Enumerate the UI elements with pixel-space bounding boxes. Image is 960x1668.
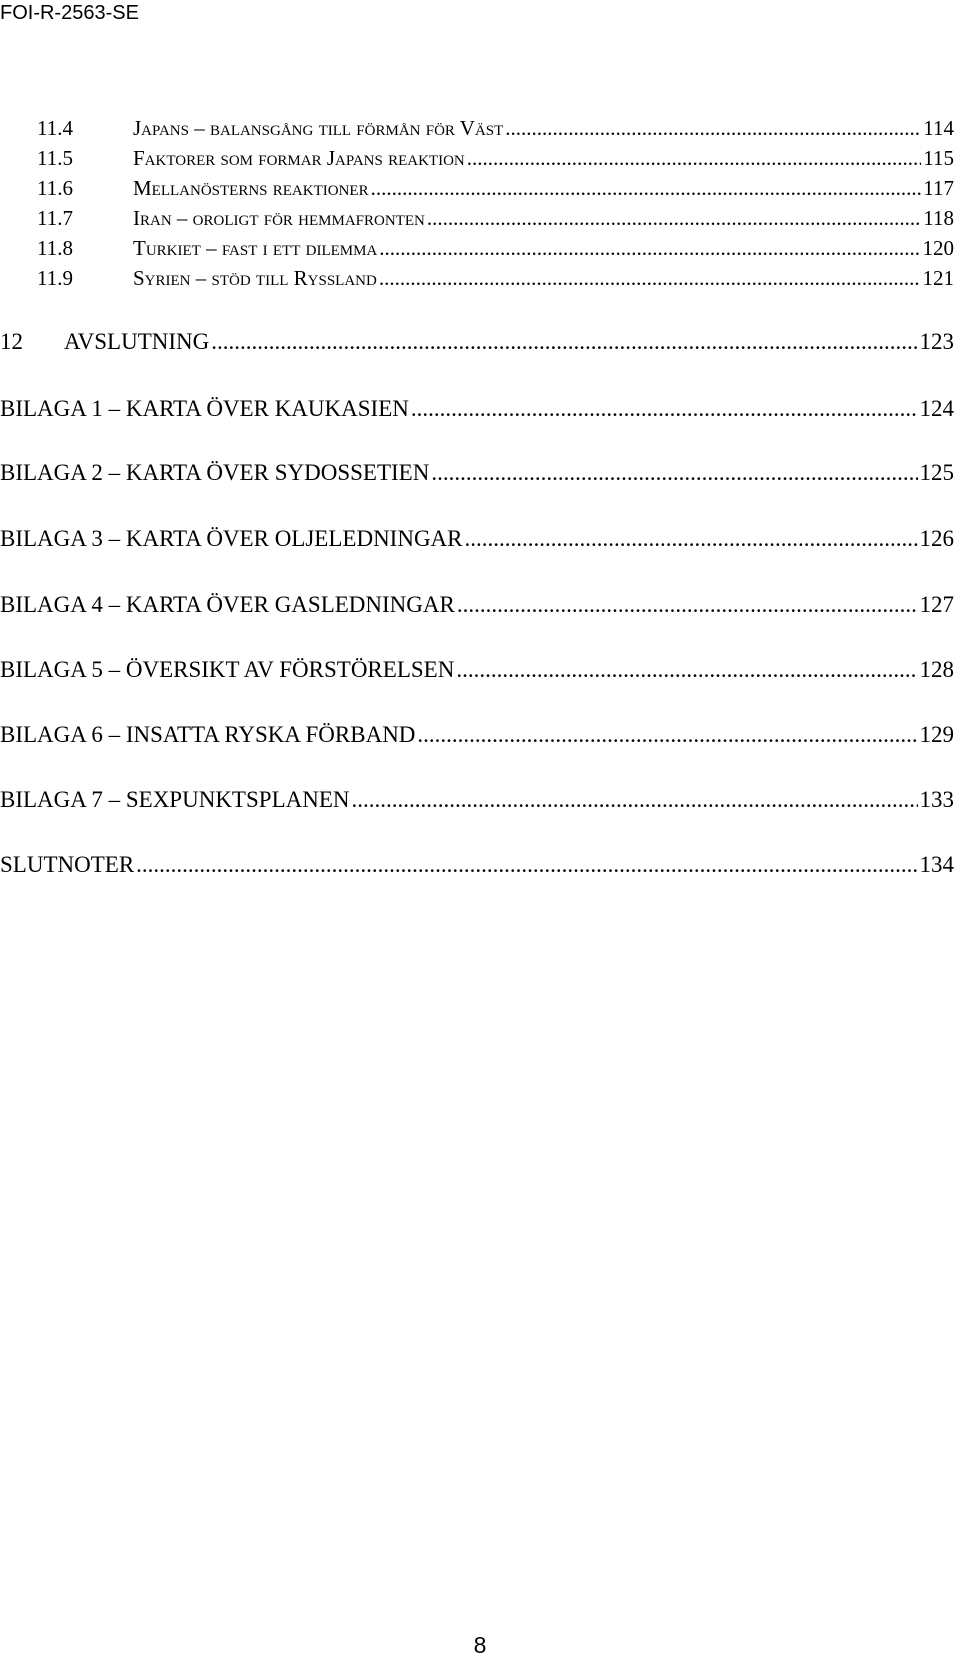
dot-leader [456, 657, 917, 683]
toc-entry-page: 128 [919, 657, 954, 682]
toc-entry-number: 11.9 [37, 266, 73, 290]
toc-entry-page: 126 [919, 526, 954, 551]
dot-leader [371, 176, 922, 201]
toc-entry-title: BILAGA 6 – INSATTA RYSKA FÖRBAND [0, 722, 416, 747]
toc-entry-11-9[interactable] [37, 266, 954, 291]
toc-entry-page: 124 [919, 396, 954, 421]
toc-entry-bilaga-1[interactable] [0, 396, 954, 422]
toc-entry-bilaga-2[interactable] [0, 460, 954, 486]
toc-entry-bilaga-4[interactable] [0, 592, 954, 618]
dot-leader [457, 592, 918, 618]
toc-entry-11-7[interactable] [37, 206, 954, 231]
toc-entry-page: 114 [923, 116, 954, 140]
dot-leader [467, 146, 922, 171]
toc-entry-bilaga-5[interactable] [0, 657, 954, 683]
toc-entry-title: Iran – oroligt för hemmafronten [133, 206, 425, 230]
toc-entry-page: 127 [919, 592, 954, 617]
toc-entry-12[interactable] [0, 329, 954, 355]
toc-entry-title: BILAGA 1 – KARTA ÖVER KAUKASIEN [0, 396, 409, 421]
dot-leader [211, 329, 917, 355]
toc-entry-page: 115 [923, 146, 954, 170]
toc-entry-title: BILAGA 7 – SEXPUNKTSPLANEN [0, 787, 350, 812]
dot-leader [352, 787, 918, 813]
toc-entry-page: 120 [922, 236, 954, 260]
toc-entry-title: SLUTNOTER [0, 852, 135, 877]
dot-leader [379, 266, 921, 291]
toc-entry-number: 11.5 [37, 146, 73, 170]
toc-entry-page: 118 [923, 206, 954, 230]
document-id: FOI-R-2563-SE [0, 2, 139, 24]
toc-entry-bilaga-6[interactable] [0, 722, 954, 748]
toc-entry-title: BILAGA 2 – KARTA ÖVER SYDOSSETIEN [0, 460, 430, 485]
toc-entry-number: 11.8 [37, 236, 73, 260]
toc-entry-title: BILAGA 5 – ÖVERSIKT AV FÖRSTÖRELSEN [0, 657, 455, 682]
toc-entry-page: 133 [919, 787, 954, 812]
dot-leader [379, 236, 920, 261]
toc-entry-title: Turkiet – fast i ett dilemma [133, 236, 378, 260]
toc-entry-page: 123 [919, 329, 954, 354]
toc-entry-number: 11.7 [37, 206, 73, 230]
toc-entry-title: BILAGA 4 – KARTA ÖVER GASLEDNINGAR [0, 592, 455, 617]
dot-leader [465, 526, 918, 552]
toc-entry-page: 125 [919, 460, 954, 485]
toc-entry-slutnoter[interactable] [0, 852, 954, 878]
toc-entry-title: Japans – balansgång till förmån för Väst [133, 116, 504, 140]
toc-entry-11-8[interactable] [37, 236, 954, 261]
toc-entry-page: 129 [919, 722, 954, 747]
page-number: 8 [473, 1632, 487, 1658]
toc-entry-title: Faktorer som formar Japans reaktion [133, 146, 465, 170]
toc-entry-page: 117 [923, 176, 954, 200]
toc-entry-page: 134 [919, 852, 954, 877]
toc-entry-number: 11.6 [37, 176, 73, 200]
toc-entry-title: Mellanösterns reaktioner [133, 176, 369, 200]
toc-entry-title: BILAGA 3 – KARTA ÖVER OLJELEDNINGAR [0, 526, 463, 551]
dot-leader [411, 396, 918, 422]
toc-entry-bilaga-7[interactable] [0, 787, 954, 813]
dot-leader [417, 722, 917, 748]
dot-leader [505, 116, 921, 141]
dot-leader [427, 206, 921, 231]
toc-entry-page: 121 [922, 266, 954, 290]
toc-entry-11-4[interactable] [37, 116, 954, 141]
toc-entry-11-6[interactable] [37, 176, 954, 201]
toc-entry-title: Syrien – stöd till Ryssland [133, 266, 377, 290]
toc-entry-title: AVSLUTNING [64, 329, 210, 354]
toc-entry-bilaga-3[interactable] [0, 526, 954, 552]
toc-entry-number: 12 [0, 329, 23, 354]
dot-leader [431, 460, 917, 486]
dot-leader [136, 852, 917, 878]
toc-entry-11-5[interactable] [37, 146, 954, 171]
toc-entry-number: 11.4 [37, 116, 73, 140]
